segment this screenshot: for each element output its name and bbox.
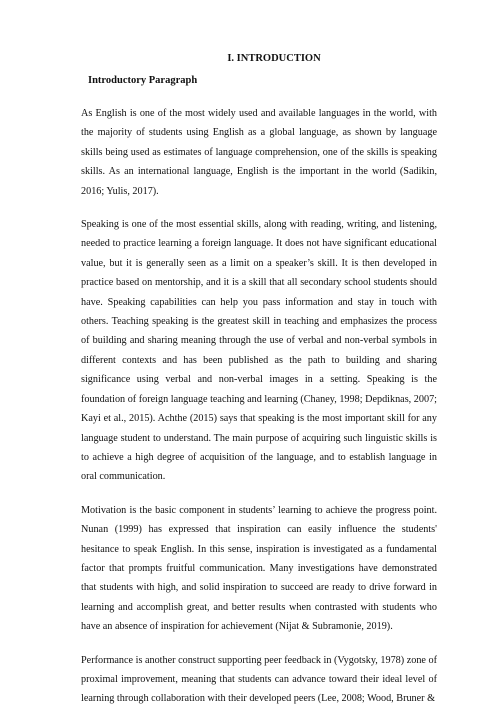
section-heading: I. INTRODUCTION [227,53,321,64]
paragraph-1: As English is one of the most widely used and available languages in the world, with the majority of students using English as a global language, as shown by language skills being used as estimates of language comprehension, one of the skills is speaking skills. As an international language, English is the important in the world (Sadikin, 2016; Yulis, 2017). [81,108,437,197]
paragraph-4: Performance is another construct supporting peer feedback in (Vygotsky, 1978) zone of proximal improvement, meaning that students can advance toward their ideal level of learning through collaboration with their developed peers (Lee, 2008; Wood, Bruner & [81,654,437,705]
subsection-heading: Introductory Paragraph [88,75,198,86]
paragraph-3: Motivation is the basic component in students’ learning to achieve the progress point. Nunan (1999) has expressed that inspiration can easily influence the students' hesitance to speak English. In this sense, inspiration is investigated as a fundamental factor that prompts fruitful communication. Many investigations have demonstrated that students with high, and solid inspiration to succeed are ready to drive forward in learning and accomplish great, and better results when contrasted with students who have an absence of inspiration for achievement (Nijat & Subramonie, 2019). [81,504,437,633]
paragraph-2: Speaking is one of the most essential skills, along with reading, writing, and listening, needed to practice learning a foreign language. It does not have significant educational value, but it is generally seen as a limit on a speaker’s skill. It is then developed in practice based on mentorship, and it is a skill that all secondary school students should have. Speaking capabilities can help you pass information and stay in touch with others. Teaching speaking is the greatest skill in teaching and emphasizes the process of building and sharing meaning through the use of verbal and non-verbal symbols in different contexts and has been published as the path to building and sharing significance using verbal and non-verbal images in a setting. Speaking is the foundation of foreign language teaching and learning (Chaney, 1998; Depdiknas, 2007; Kayi et al., 2015). Achthe (2015) says that speaking is the most important skill for any language student to understand. The main purpose of acquiring such linguistic skills is to achieve a high degree of acquisition of the language, and to establish language in oral communication. [81,219,437,483]
